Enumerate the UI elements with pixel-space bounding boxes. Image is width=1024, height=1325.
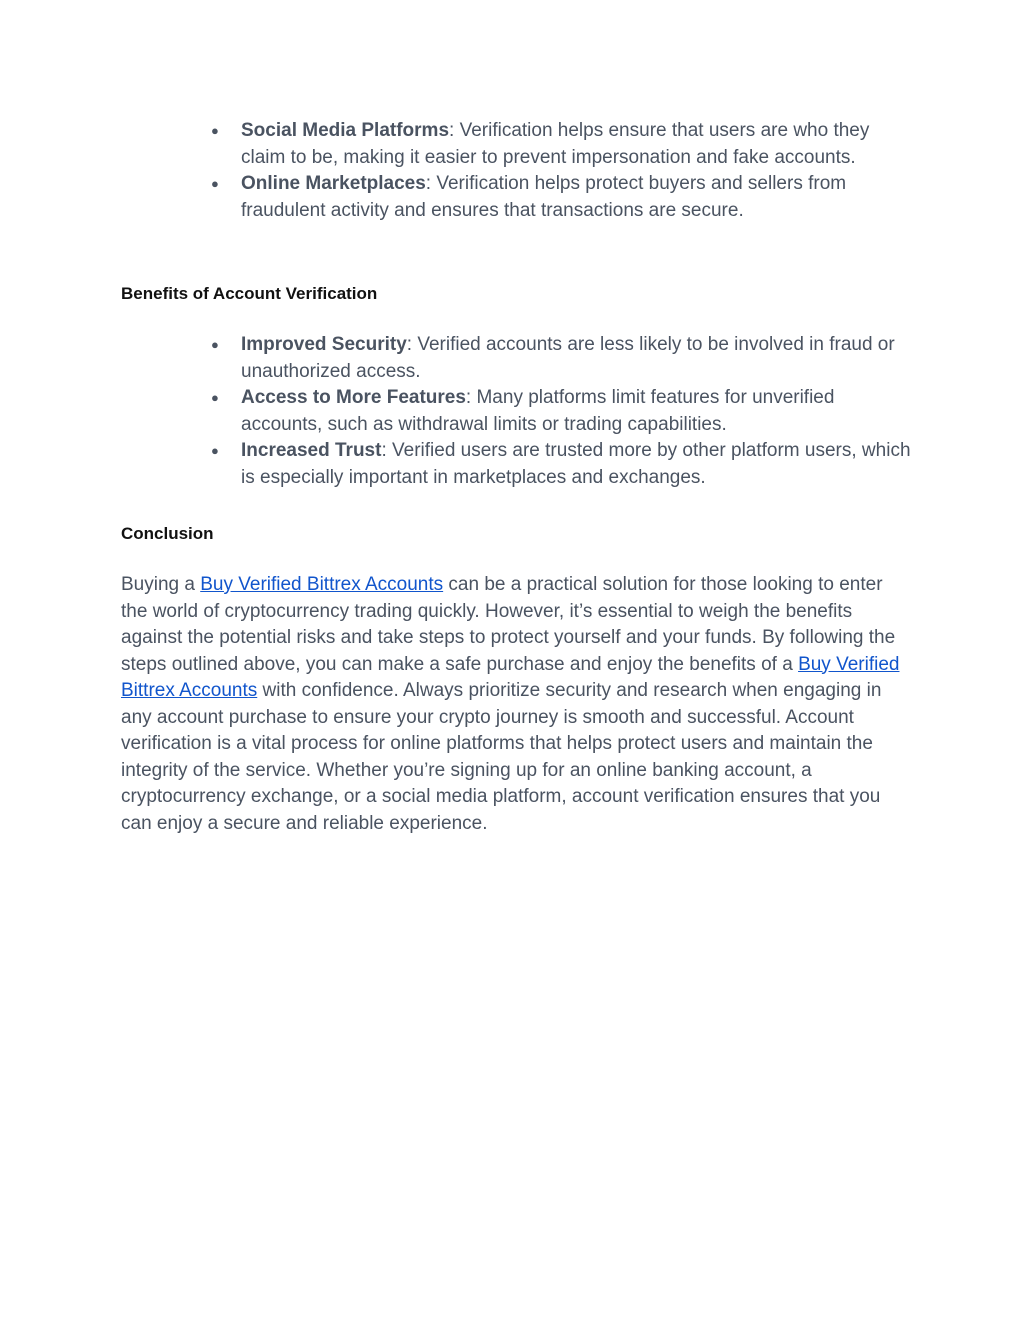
conclusion-text-part-2: can be a practical solution for those looking to enter the world of cryptocurrency trading quickly. However, it’s essential to weigh the benefits against the potential risks and take steps to protect yourself and your funds. By following the steps outlined above, you can make a safe purchase and enjoy the benefits of a [121,574,896,675]
list-item [211,118,911,171]
list-item [211,385,911,438]
list-item [211,438,911,491]
list-item-term: Social Media Platforms [241,120,450,141]
bullet-icon: ● [211,443,219,458]
list-item [211,332,911,385]
list-item-text: : Verification helps ensure that users are who they claim to be, making it easier to prevent impersonation and fake accounts. [241,120,870,168]
list-item [211,171,911,224]
list-item-term: Improved Security [241,334,407,355]
bullet-icon: ● [211,123,219,138]
platform-examples-list [211,118,911,224]
list-item-text: : Verified accounts are less likely to be involved in fraud or unauthorized access. [241,334,895,382]
buy-verified-bittrex-accounts-link[interactable]: Buy Verified Bittrex Accounts [200,574,444,595]
bullet-icon: ● [211,176,219,191]
benefits-heading: Benefits of Account Verification [121,284,378,303]
conclusion-paragraph [121,572,911,837]
bullet-icon: ● [211,390,219,405]
list-item-term: Increased Trust [241,440,382,461]
conclusion-text-part-3: with confidence. Always prioritize security and research when engaging in any account purchase to ensure your crypto journey is smooth and successful. Account verification is a vital process for online platforms that helps protect users and maintain the integrity of the service. Whether you’re signing up for an online banking account, a cryptocurrency exchange, or a social media platform, account verification ensures that you can enjoy a secure and reliable experience. [121,680,882,834]
buy-verified-bittrex-accounts-link-2[interactable]: Buy Verified Bittrex Accounts [121,653,900,701]
conclusion-text-part-1: Buying a [121,574,201,595]
list-item-text: : Verified users are trusted more by other platform users, which is especially important in marketplaces and exchanges. [241,440,911,488]
list-item-term: Access to More Features [241,387,466,408]
benefits-list [211,332,911,491]
list-item-text: : Many platforms limit features for unverified accounts, such as withdrawal limits or trading capabilities. [241,387,835,435]
list-item-text: : Verification helps protect buyers and sellers from fraudulent activity and ensures that transactions are secure. [241,173,847,221]
bullet-icon: ● [211,337,219,352]
list-item-term: Online Marketplaces [241,173,426,194]
conclusion-heading: Conclusion [121,524,214,543]
